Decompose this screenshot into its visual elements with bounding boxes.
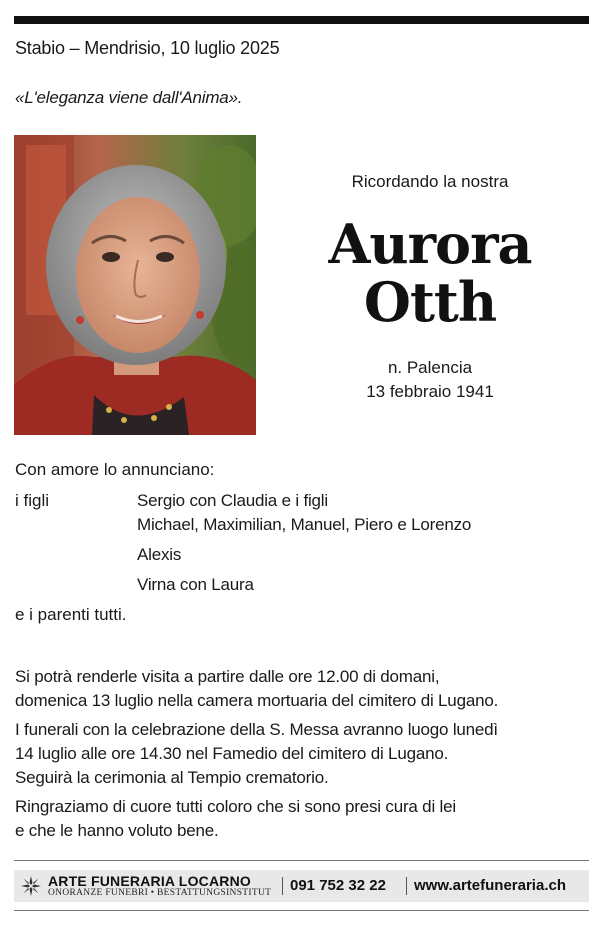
company-tagline: ONORANZE FUNEBRI • BESTATTUNGSINSTITUT: [48, 888, 272, 898]
announce-heading: Con amore lo annunciano:: [15, 460, 215, 479]
paragraph-line: e che le hanno voluto bene.: [15, 821, 219, 840]
portrait-photo: [14, 135, 256, 435]
top-rule: [14, 16, 589, 24]
footer-top-rule: [14, 860, 589, 861]
birth-place: n. Palencia: [387, 358, 473, 377]
website-link[interactable]: www.artefuneraria.ch: [414, 877, 566, 894]
family-line: Virna con Laura: [137, 575, 254, 594]
remembering-intro: Ricordando la nostra: [351, 172, 509, 191]
birth-date: 13 febbraio 1941: [366, 382, 494, 401]
paragraph-line: Seguirà la cerimonia al Tempio crematorio.: [15, 768, 329, 787]
phone-number: 091 752 32 22: [290, 877, 386, 894]
portrait-illustration: [14, 135, 256, 435]
family-line: Alexis: [137, 545, 182, 564]
quote: «L'eleganza viene dall'Anima».: [15, 88, 243, 107]
family-line: Sergio con Claudia e i figli: [137, 491, 328, 510]
family-label: i figli: [15, 491, 50, 510]
footer-bottom-rule: [14, 910, 589, 911]
paragraph-line: I funerali con la celebrazione della S. Messa avranno luogo lunedì: [15, 720, 498, 739]
footer-separator: [282, 877, 283, 895]
footer-separator: [406, 877, 407, 895]
company-name: ARTE FUNERARIA LOCARNO: [48, 873, 251, 889]
deceased-last-name: Otth: [363, 270, 497, 334]
relatives-line: e i parenti tutti.: [15, 605, 127, 624]
deceased-first-name: Aurora: [328, 212, 532, 276]
paragraph-line: Si potrà renderle visita a partire dalle ore 12.00 di domani,: [15, 667, 440, 686]
family-line: Michael, Maximilian, Manuel, Piero e Lorenzo: [137, 515, 472, 534]
paragraph-line: Ringraziamo di cuore tutti coloro che si sono presi cura di lei: [15, 797, 456, 816]
paragraph-line: domenica 13 luglio nella camera mortuaria del cimitero di Lugano.: [15, 691, 499, 710]
paragraph-line: 14 luglio alle ore 14.30 nel Famedio del cimitero di Lugano.: [15, 744, 449, 763]
place-date: Stabio – Mendrisio, 10 luglio 2025: [15, 38, 280, 58]
funeral-home-footer: [14, 870, 589, 902]
dove-cross-icon: [19, 874, 43, 898]
